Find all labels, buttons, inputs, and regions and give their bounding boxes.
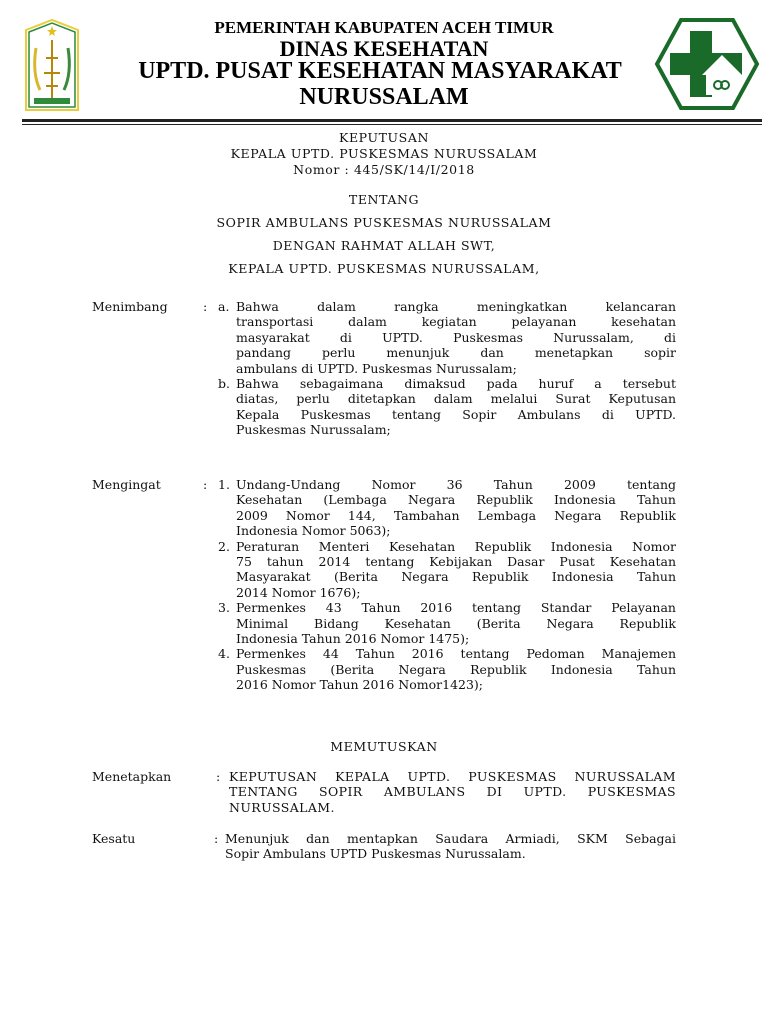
text-line: Menunjuk dan mentapkan Saudara Armiadi, SKM Sebagai: [225, 831, 676, 846]
menimbang-colon: :: [203, 299, 208, 314]
text-line: NURUSSALAM.: [229, 799, 335, 815]
text-line: transportasi dalam kegiatan pelayanan kesehatan: [236, 314, 676, 330]
kesatu-colon: :: [214, 831, 219, 846]
text-line: Undang-Undang Nomor 36 Tahun 2009 tentang: [236, 477, 676, 492]
text-line: Kesehatan (Lembaga Negara Republik Indonesia Tahun: [236, 492, 676, 508]
text-line: Peraturan Menteri Kesehatan Republik Indonesia Nomor: [236, 538, 676, 554]
decree-title: KEPUTUSAN: [339, 130, 429, 145]
text-line: Bahwa sebagaimana dimaksud pada huruf a tersebut: [236, 375, 676, 391]
invocation: DENGAN RAHMAT ALLAH SWT,: [272, 238, 496, 253]
decree-number: Nomor : 445/SK/14/I/2018: [293, 162, 475, 177]
text-line: ambulans di UPTD. Puskesmas Nurussalam;: [236, 360, 517, 376]
text-line: masyarakat di UPTD. Puskesmas Nurussalam, di: [236, 329, 676, 345]
kesatu-label: Kesatu: [92, 831, 136, 846]
issuer-salutation: KEPALA UPTD. PUSKESMAS NURUSSALAM,: [228, 261, 540, 276]
menimbang-list: [218, 299, 676, 438]
text-line: KEPUTUSAN KEPALA UPTD. PUSKESMAS NURUSSALAM: [229, 769, 676, 784]
menetapkan-colon: :: [216, 769, 221, 784]
text-line: Puskesmas Nurussalam;: [236, 422, 391, 438]
header-government: PEMERINTAH KABUPATEN ACEH TIMUR: [214, 18, 554, 37]
menimbang-item: [218, 299, 676, 376]
mengingat-item: [218, 477, 676, 539]
text-line: Permenkes 44 Tahun 2016 tentang Pedoman Manajemen: [236, 646, 676, 662]
text-line: Permenkes 43 Tahun 2016 tentang Standar Pelayanan: [236, 600, 676, 616]
text-line: 2016 Nomor Tahun 2016 Nomor1423);: [236, 677, 484, 693]
menimbang-item: [218, 375, 676, 438]
kesatu-text: [225, 831, 676, 862]
decree-subject: SOPIR AMBULANS PUSKESMAS NURUSSALAM: [216, 215, 552, 230]
text-line: Masyarakat (Berita Negara Republik Indonesia Tahun: [236, 569, 676, 585]
text-line: 2009 Nomor 144, Tambahan Lembaga Negara Republik: [236, 507, 676, 523]
text-line: Indonesia Tahun 2016 Nomor 1475);: [236, 630, 470, 646]
text-line: Bahwa dalam rangka meningkatkan kelancaran: [236, 299, 676, 314]
item-marker: 2.: [218, 538, 230, 554]
menetapkan-label: Menetapkan: [92, 769, 172, 784]
item-marker: a.: [218, 299, 230, 314]
text-line: 75 tahun 2014 tentang Kebijakan Dasar Pusat Kesehatan: [236, 553, 676, 569]
text-line: Indonesia Nomor 5063);: [236, 523, 391, 539]
header-name: NURUSSALAM: [299, 84, 469, 110]
text-line: pandang perlu menunjuk dan menetapkan sopir: [236, 345, 676, 361]
text-line: Minimal Bidang Kesehatan (Berita Negara Republik: [236, 615, 676, 631]
memutuskan-heading: MEMUTUSKAN: [330, 739, 438, 754]
header-institution: UPTD. PUSAT KESEHATAN MASYARAKAT: [138, 58, 622, 84]
mengingat-item: [218, 538, 676, 601]
header-rule-thin: [22, 124, 762, 125]
text-line: Kepala Puskesmas tentang Sopir Ambulans di UPTD.: [236, 406, 676, 422]
item-marker: 4.: [218, 646, 230, 662]
item-marker: b.: [218, 375, 230, 391]
text-line: diatas, perlu ditetapkan dalam melalui Surat Keputusan: [236, 391, 676, 407]
header-department: DINAS KESEHATAN: [279, 36, 489, 61]
text-line: Puskesmas (Berita Negara Republik Indonesia Tahun: [236, 661, 676, 677]
text-line: TENTANG SOPIR AMBULANS DI UPTD. PUSKESMAS: [229, 784, 676, 800]
text-line: Sopir Ambulans UPTD Puskesmas Nurussalam.: [225, 846, 526, 862]
header-rule: [22, 119, 762, 122]
mengingat-list: [218, 477, 676, 693]
about-heading: TENTANG: [348, 192, 420, 207]
menetapkan-text: [229, 769, 676, 815]
item-marker: 1.: [218, 477, 230, 492]
mengingat-colon: :: [203, 477, 208, 492]
mengingat-label: Mengingat: [92, 477, 161, 492]
text-line: 2014 Nomor 1676);: [236, 584, 361, 600]
decree-issuer: KEPALA UPTD. PUSKESMAS NURUSSALAM: [230, 146, 538, 161]
item-marker: 3.: [218, 600, 230, 616]
mengingat-item: [218, 646, 676, 693]
menimbang-label: Menimbang: [92, 299, 168, 314]
mengingat-item: [218, 600, 676, 646]
